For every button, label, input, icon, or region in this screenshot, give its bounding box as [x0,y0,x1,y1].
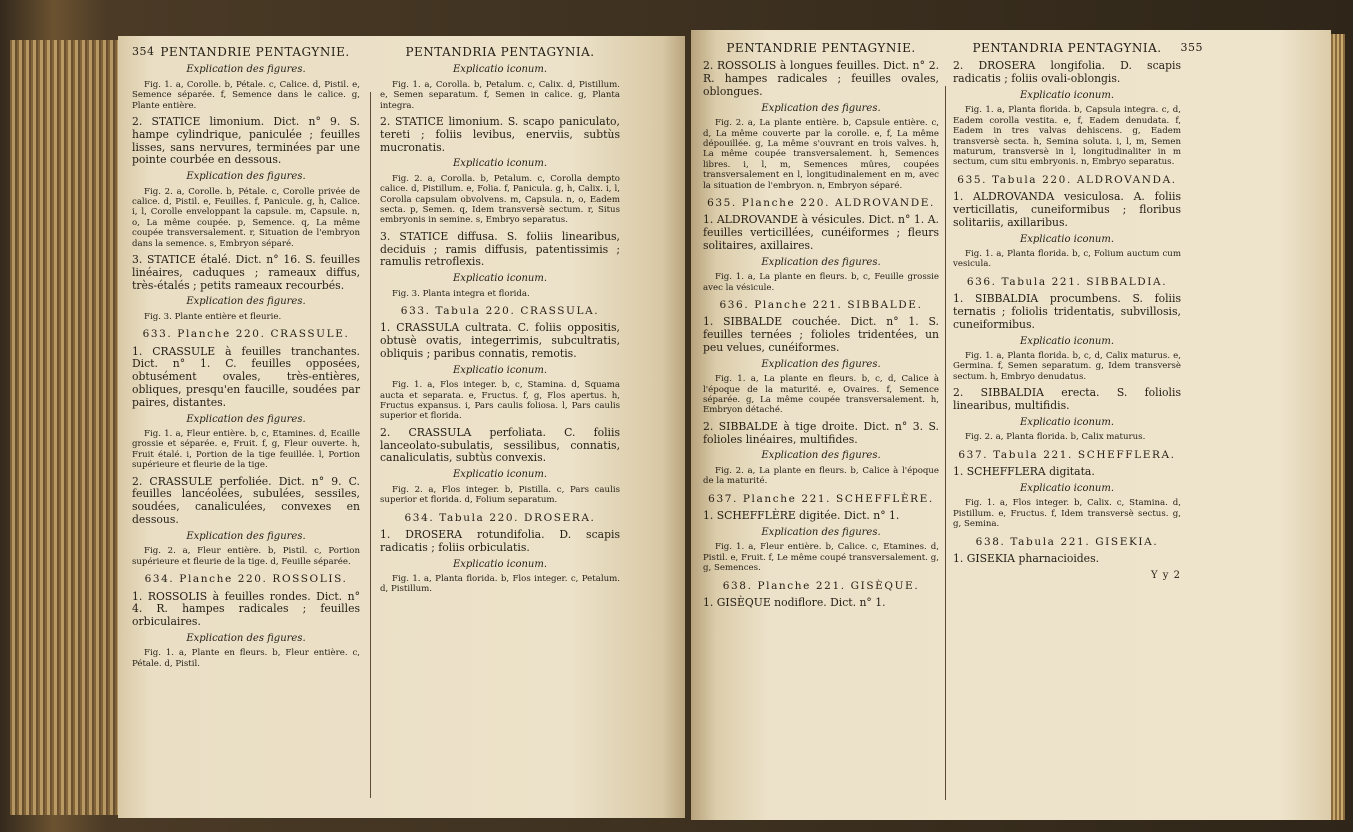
figure-caption: Fig. 3. Plante entière et fleurie. [144,311,282,322]
figure-caption: Fig. 2. a, Corolle. b, Pétale. c, Corolle privée de calice. d, Pistil. e, Feuilles. f, Panicule. g, h, Calice. i, l, Corolle enveloppant la capsule. m, Capsule. n, o, La même coupée. p, Semence. q, La même coupée transversalement. r, Situation de l'embryon dans la semence. s, Embryon séparé. [132,186,360,249]
species-entry: 1. SCHEFFLERA digitata. [953,465,1095,479]
species-entry: 3. STATICE diffusa. S. foliis linearibus, deciduis ; ramis diffusis, patentissimis ; ramulis retroflexis. [380,229,620,269]
explanation-heading: Explicatio iconum. [1019,233,1115,245]
page-edges-right [1331,34,1345,820]
explanation-heading: Explicatio iconum. [452,469,548,481]
species-entry: 2. STATICE limonium. S. scapo paniculato, tereti ; foliis levibus, enerviis, subtùs mucronatis. [380,115,620,154]
figure-caption: Fig. 1. a, Corolle. b, Pétale. c, Calice. d, Pistil. e, Semence séparée. f, Semence dans le calice. g, Plante entière. [132,79,360,111]
figure-caption: Fig. 1. a, Planta florida. b, Flos integer. c, Petalum. d, Pistillum. [380,573,620,595]
explanation-heading: Explicatio iconum. [1019,482,1115,494]
figure-caption: Fig. 2. a, Planta florida. b, Calix maturus. [965,432,1146,443]
section-heading: 636. Tabula 221. SIBBALDIA. [966,275,1168,288]
column-french-354 [132,42,360,671]
explanation-heading: Explication des figures. [186,64,306,76]
explanation-heading: Explication des figures. [186,413,306,425]
section-heading: 638. Tabula 221. GISEKIA. [975,535,1159,548]
species-entry: 2. SIBBALDE à tige droite. Dict. n° 3. S. folioles linéaires, multifides. [703,419,939,446]
explanation-heading: Explicatio iconum. [1019,335,1115,347]
figure-caption: Fig. 1. a, La plante en fleurs. b, c, Feuille grossie avec la vésicule. [703,272,939,293]
species-entry: 1. SIBBALDE couchée. Dict. n° 1. S. feuilles ternées ; folioles tridentées, un peu velues, cunéiformes. [703,315,939,355]
explanation-heading: Explication des figures. [761,102,881,114]
figure-caption: Fig. 1. a, Planta florida. b, c, d, Calix maturus. e, Germina. f, Semen separatum. g, Idem transversè sectum. h, Embryo denudatus. [953,351,1181,382]
column-latin-354 [380,42,620,597]
column-body [380,64,620,594]
figure-caption: Fig. 1. a, Flos integer. b, Calix. c, Stamina. d, Pistillum. e, Fructus. f, Idem transversè sectus. g, g, Semina. [953,498,1181,530]
column-rule [370,92,371,798]
explanation-heading: Explicatio iconum. [452,364,548,376]
explanation-heading: Explication des figures. [186,296,306,308]
running-header [380,46,620,58]
section-heading: 633. Planche 220. CRASSULE. [142,328,350,341]
figure-caption: Fig. 1. a, Planta florida. b, Capsula integra. c, d, Eadem corolla vestita. e, f, Eadem denudata. f, Eadem in tres valvas dehiscens. g, Eadem transversè secta. h, Semina soluta. i, l, m, Semen maturum, transversè in l, longitudinaliter in m sectum, cum situ embryonis. n, Embryo separatus. [953,105,1181,168]
species-entry: 2. SIBBALDIA erecta. S. foliolis linearibus, multifidis. [953,386,1181,413]
header-title: PENTANDRIE PENTAGYNIE. [160,45,350,59]
explanation-heading: Explicatio iconum. [452,273,548,285]
explanation-heading: Explication des figures. [761,256,881,268]
page-number: 354 [132,45,155,58]
section-heading: 634. Tabula 220. DROSERA. [404,511,596,524]
explanation-heading: Explication des figures. [186,530,306,542]
column-rule [945,86,946,800]
explanation-heading: Explication des figures. [186,632,306,644]
species-entry: 1. SCHEFFLÈRE digitée. Dict. n° 1. [703,509,900,523]
figure-caption: Fig. 2. a, La plante en fleurs. b, Calice à l'époque de la maturité. [703,465,939,487]
explanation-heading: Explicatio iconum. [1019,90,1115,101]
species-entry: 1. ALDROVANDA vesiculosa. A. foliis verticillatis, cuneiformibus ; floribus solitariis, axillaribus. [953,190,1181,229]
figure-caption: Fig. 1. a, Planta florida. b, c, Folium auctum cum vesicula. [953,249,1181,270]
species-entry: 2. CRASSULA perfoliata. C. foliis lanceolato-subulatis, sessilibus, connatis, canaliculatis, subtùs convexis. [380,425,620,465]
column-latin-355 [953,38,1203,582]
section-heading: 637. Tabula 221. SCHEFFLERA. [958,448,1176,461]
left-page [118,36,685,818]
running-header [132,46,360,58]
explanation-heading: Explication des figures. [761,450,881,462]
right-page [691,30,1331,820]
species-entry: 1. GISEKIA pharnacioides. [953,551,1100,565]
species-entry: 1. DROSERA rotundifolia. D. scapis radicatis ; foliis orbiculatis. [380,527,620,554]
signature-mark: Y y 2 [1151,569,1181,581]
species-entry: 1. ROSSOLIS à feuilles rondes. Dict. n° 4. R. hampes radicales ; feuilles orbiculaires. [132,589,360,629]
species-entry: 2. STATICE limonium. Dict. n° 9. S. hampe cylindrique, paniculée ; feuilles lisses, sans nervures, terminées par une pointe courbée en dessous. [132,115,360,167]
figure-caption: Fig. 1. a, Fleur entière. b, c, Etamines. d, Ecaille grossie et séparée. e, Fruit. f, g, Fleur ouverte. h, Fruit étalé. i, Portion de la tige feuillée. l, Portion supérieure et fleurie de la tige. [132,429,360,471]
explanation-heading: Explication des figures. [761,358,881,370]
section-heading: 638. Planche 221. GISÈQUE. [722,579,920,592]
species-entry: 1. ALDROVANDE à vésicules. Dict. n° 1. A. feuilles verticillées, cunéiformes ; fleurs solitaires, axillaires. [703,213,939,253]
column-body [703,60,939,609]
figure-caption: Fig. 2. a, Flos integer. b, Pistilla. c, Pars caulis superior et florida. d, Folium separatum. [380,484,620,506]
figure-caption: Fig. 2. a, Fleur entière. b, Pistil. c, Portion supérieure et fleurie de la tige. d, Feuille séparée. [132,546,360,567]
explanation-heading: Explicatio iconum. [1019,416,1115,428]
header-title: PENTANDRIA PENTAGYNIA. [405,45,595,59]
species-entry: 3. STATICE étalé. Dict. n° 16. S. feuilles linéaires, caduques ; rameaux diffus, très-étalés ; petits rameaux recourbés. [132,253,360,292]
figure-caption: Fig. 1. a, Flos integer. b, c, Stamina. d, Squama aucta et separata. e, Fructus. f, g, Flos apertus. h, Fructus expansus. i, Pars caulis foliosa. l, Pars caulis superior et florida. [380,380,620,422]
explanation-heading: Explicatio iconum. [452,558,548,570]
species-entry: 1. SIBBALDIA procumbens. S. foliis ternatis ; foliolis tridentatis, subvillosis, cuneiformibus. [953,292,1181,331]
header-title: PENTANDRIE PENTAGYNIE. [726,41,916,55]
figure-caption: Fig. 3. Planta integra et florida. [392,288,530,299]
running-header [953,41,1203,55]
explanation-heading: Explication des figures. [761,526,881,538]
figure-caption: Fig. 1. a, Fleur entière. b, Calice. c, Etamines. d, Pistil. e, Fruit. f, Le même coupé transversalement. g, g, Semences. [703,542,939,574]
section-heading: 636. Planche 221. SIBBALDE. [719,299,923,312]
section-heading: 637. Planche 221. SCHEFFLÈRE. [708,492,934,505]
figure-caption: Fig. 1. a, Corolla. b, Petalum. c, Calix. d, Pistillum. e, Semen separatum. f, Semen in calice. g, Planta integra. [380,79,620,111]
figure-caption: Fig. 2. a, La plante entière. b, Capsule entière. c, d, La même couverte par la corolle. e, f, La même dépouillée. g, La même s'ouvrant en trois valves. h, La même coupée transversalement. h, Semences libres. i, l, m, Semences mûres, coupées transversalement en l, longitudinalement en m, avec la situation de l'embryon. n, Embryon séparé. [703,118,939,191]
section-heading: 635. Planche 220. ALDROVANDE. [707,197,935,210]
column-body [132,64,360,669]
figure-caption: Fig. 2. a, Corolla. b, Petalum. c, Corolla dempto calice. d, Pistillum. e, Folia. f, Panicula. g, h, Calix. i, l, Corolla capsulam obvolvens. m, Capsula. n, o, Eadem secta. p, Semen. q, Idem transversè sectum. r, Situs embryonis in semine. s, Embryo separatus. [380,173,620,226]
species-entry: 1. GISÈQUE nodiflore. Dict. n° 1. [703,595,886,609]
explanation-heading: Explicatio iconum. [452,158,548,170]
section-heading: 634. Planche 220. ROSSOLIS. [144,573,348,586]
header-title: PENTANDRIA PENTAGYNIA. [972,41,1162,55]
species-entry: 1. CRASSULA cultrata. C. foliis oppositis, obtusè ovatis, integerrimis, subcultratis, obliquis ; paribus connatis, remotis. [380,321,620,361]
running-header [703,42,939,54]
column-body [953,60,1181,565]
explanation-heading: Explicatio iconum. [452,64,548,76]
section-heading: 633. Tabula 220. CRASSULA. [400,305,600,318]
species-entry: 2. CRASSULE perfoliée. Dict. n° 9. C. feuilles lancéolées, subulées, sessiles, soudées, canaliculées, convexes en dessous. [132,474,360,527]
species-entry: 2. ROSSOLIS à longues feuilles. Dict. n° 2. R. hampes radicales ; feuilles ovales, oblongues. [703,59,939,98]
section-heading: 635. Tabula 220. ALDROVANDA. [957,173,1177,186]
column-french-355 [703,38,939,612]
figure-caption: Fig. 1. a, La plante en fleurs. b, c, d, Calice à l'époque de la maturité. e, Ovaires. f, Semence séparée. g, La même coupée transversalement. h, Embryon détaché. [703,374,939,416]
explanation-heading: Explication des figures. [186,171,306,183]
figure-caption: Fig. 1. a, Plante en fleurs. b, Fleur entière. c, Pétale. d, Pistil. [132,648,360,669]
page-edges-left [10,40,120,815]
page-number: 355 [1180,41,1203,54]
species-entry: 2. DROSERA longifolia. D. scapis radicatis ; foliis ovali-oblongis. [953,59,1181,86]
species-entry: 1. CRASSULE à feuilles tranchantes. Dict. n° 1. C. feuilles opposées, obtusément ovales, très-entières, obliques, presqu'en faucille, soudées par paires, distantes. [132,344,360,409]
